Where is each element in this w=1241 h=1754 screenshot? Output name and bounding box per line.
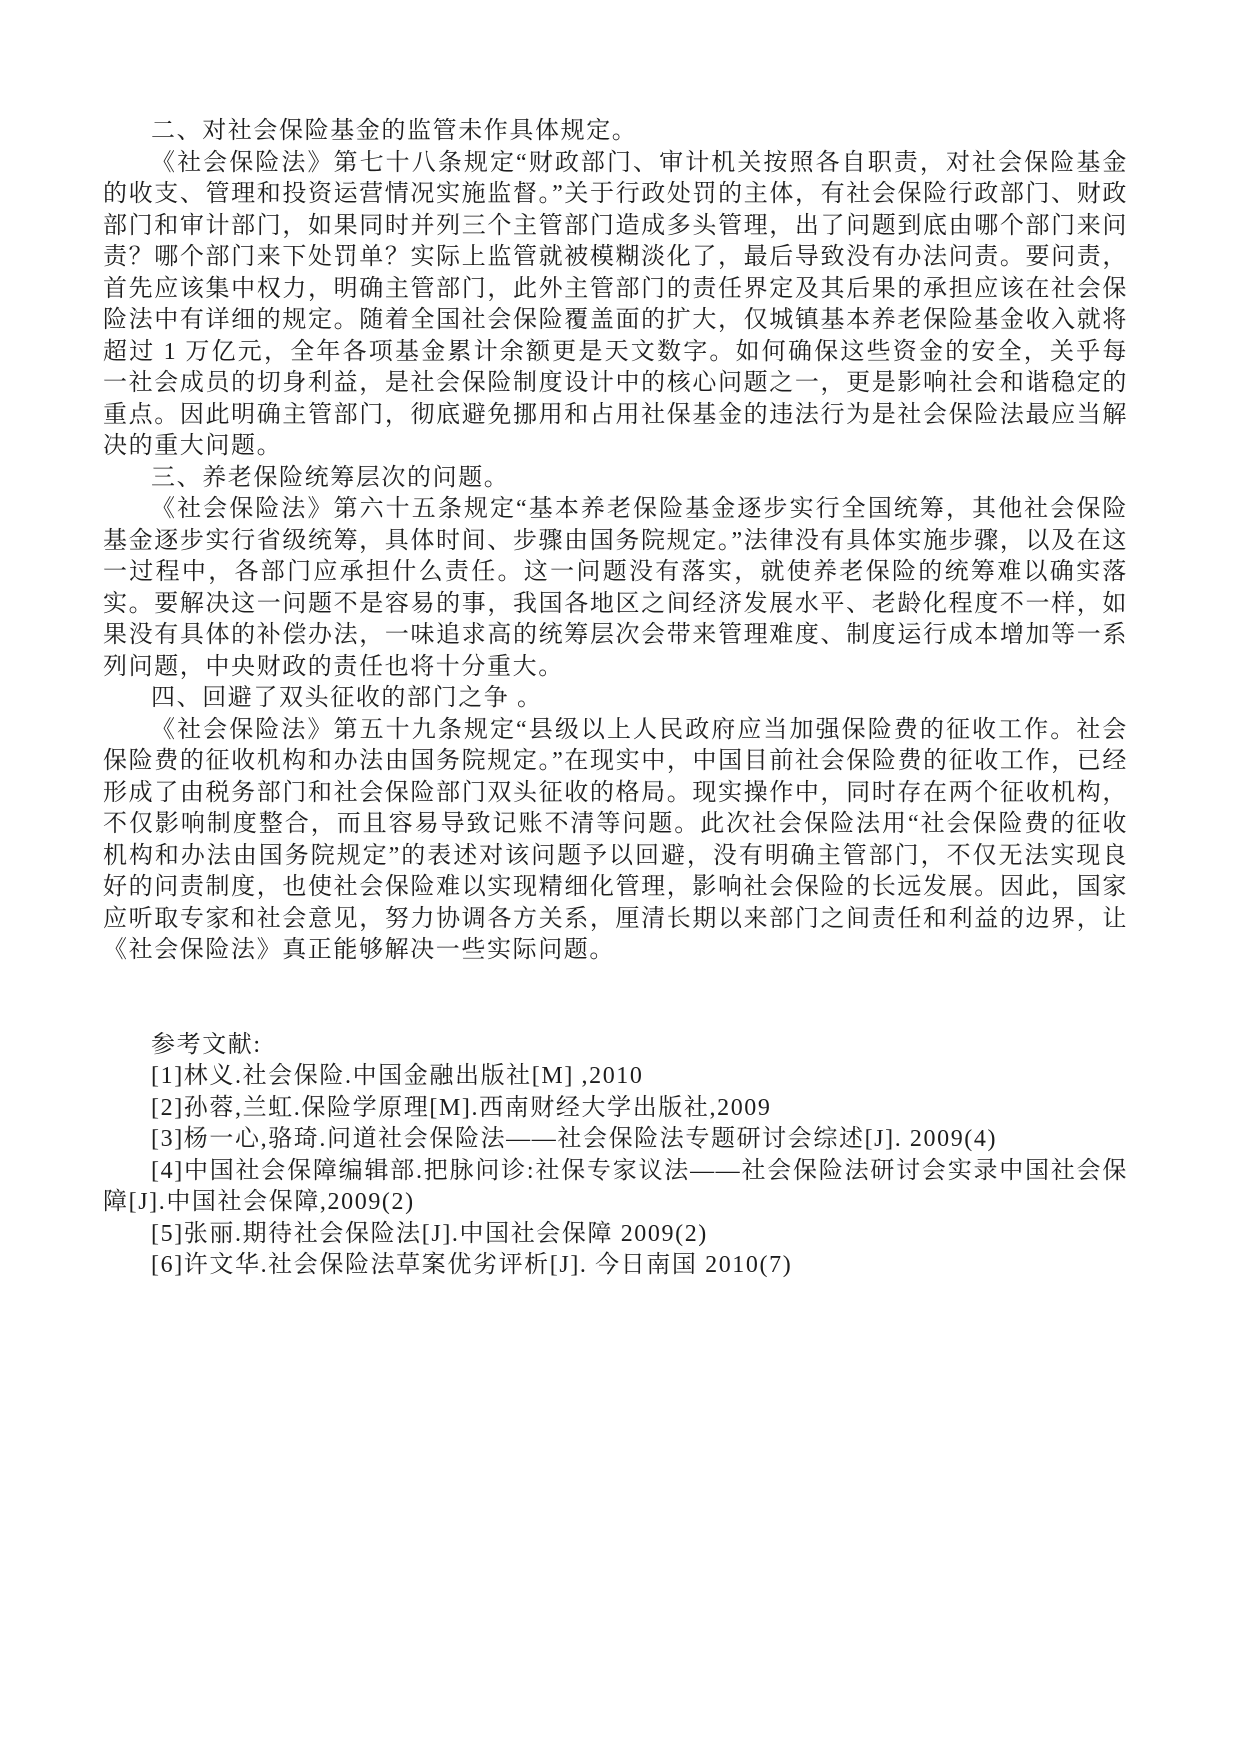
- references-title: 参考文献:: [151, 1031, 262, 1058]
- section-2-paragraph: 《社会保险法》第七十八条规定“财政部门、审计机关按照各自职责，对社会保险基金的收支、管理和投资运营情况实施监督。”关于行政处罚的主体，有社会保险行政部门、财政部门和审计部门，如果同时并列三个主管部门造成多头管理，出了问题到底由哪个部门来问责？哪个部门来下处罚单？实际上监管就被模糊淡化了，最后导致没有办法问责。要问责，首先应该集中权力，明确主管部门，此外主管部门的责任界定及其后果的承担应该在社会保险法中有详细的规定。随着全国社会保险覆盖面的扩大，仅城镇基本养老保险基金收入就将超过 1 万亿元，全年各项基金累计余额更是天文数字。如何确保这些资金的安全，关乎每一社会成员的切身利益，是社会保险制度设计中的核心问题之一，更是影响社会和谐稳定的重点。因此明确主管部门，彻底避免挪用和占用社保基金的违法行为是社会保险法最应当解决的重大问题。: [103, 149, 1128, 459]
- section-4-heading: 四、回避了双头征收的部门之争 。: [151, 685, 543, 711]
- section-4-paragraph: 《社会保险法》第五十九条规定“县级以上人民政府应当加强保险费的征收工作。社会保险费的征收机构和办法由国务院规定。”在现实中，中国目前社会保险费的征收工作，已经形成了由税务部门和社会保险部门双头征收的格局。现实操作中，同时存在两个征收机构，不仅影响制度整合，而且容易导致记账不清等问题。此次社会保险法用“社会保险费的征收机构和办法由国务院规定”的表述对该问题予以回避，没有明确主管部门，不仅无法实现良好的问责制度，也使社会保险难以实现精细化管理，影响社会保险的长远发展。因此，国家应听取专家和社会意见，努力协调各方关系，厘清长期以来部门之间责任和利益的边界，让《社会保险法》真正能够解决一些实际问题。: [103, 716, 1128, 963]
- reference-item: [1]林义.社会保险.中国金融出版社[M] ,2010: [151, 1063, 644, 1089]
- reference-item: [5]张丽.期待社会保险法[J].中国社会保障 2009(2): [151, 1220, 708, 1247]
- document-content: [103, 116, 1128, 1282]
- section-2-heading: 二、对社会保险基金的监管未作具体规定。: [151, 118, 638, 144]
- section-3-heading: 三、养老保险统筹层次的问题。: [151, 464, 510, 491]
- reference-item: [6]许文华.社会保险法草案优劣评析[J]. 今日南国 2010(7): [151, 1252, 793, 1278]
- reference-item: [3]杨一心,骆琦.问道社会保险法——社会保险法专题研讨会综述[J]. 2009(4): [151, 1126, 998, 1152]
- reference-item: [4]中国社会保障编辑部.把脉问诊:社保专家议法——社会保险法研讨会实录中国社会保障[J].中国社会保障,2009(2): [103, 1157, 1128, 1215]
- reference-item: [2]孙蓉,兰虹.保险学原理[M].西南财经大学出版社,2009: [151, 1094, 772, 1121]
- references-section: [103, 1030, 1128, 1282]
- section-3-paragraph: 《社会保险法》第六十五条规定“基本养老保险基金逐步实行全国统筹，其他社会保险基金逐步实行省级统筹，具体时间、步骤由国务院规定。”法律没有具体实施步骤，以及在这一过程中，各部门应承担什么责任。这一问题没有落实，就使养老保险的统筹难以确实落实。要解决这一问题不是容易的事，我国各地区之间经济发展水平、老龄化程度不一样，如果没有具体的补偿办法，一味追求高的统筹层次会带来管理难度、制度运行成本增加等一系列问题，中央财政的责任也将十分重大。: [103, 496, 1128, 680]
